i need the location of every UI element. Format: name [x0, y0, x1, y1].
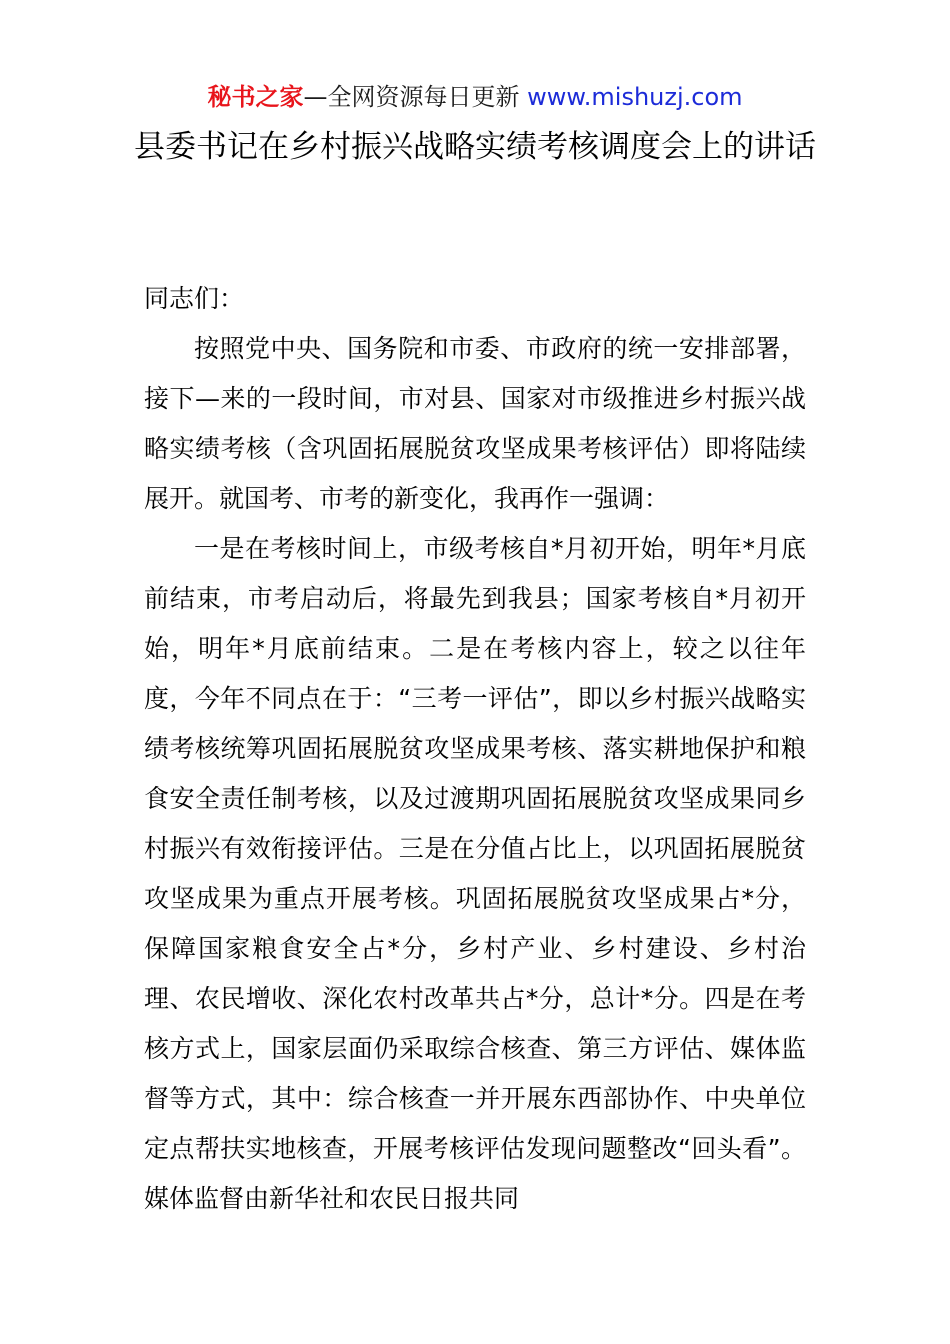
document-body	[144, 274, 806, 1224]
paragraph-intro: 按照党中央、国务院和市委、市政府的统一安排部署，接下—来的一段时间，市对县、国家对市级推进乡村振兴战略实绩考核（含巩固拓展脱贫攻坚成果考核评估）即将陆续展开。就国考、市考的新变化，我再作一强调：	[144, 334, 806, 513]
salutation: 同志们：	[144, 284, 245, 313]
header-tagline: —全网资源每日更新	[303, 83, 528, 111]
site-header	[0, 80, 950, 114]
paragraph-details: 一是在考核时间上，市级考核自*月初开始，明年*月底前结束，市考启动后，将最先到我县；国家考核自*月初开始，明年*月底前结束。二是在考核内容上，较之以往年度，今年不同点在于：“三考一评估”，即以乡村振兴战略实绩考核统筹巩固拓展脱贫攻坚成果考核、落实耕地保护和粮食安全责任制考核，以及过渡期巩固拓展脱贫攻坚成果同乡村振兴有效衔接评估。三是在分值占比上，以巩固拓展脱贫攻坚成果为重点开展考核。巩固拓展脱贫攻坚成果占*分，保障国家粮食安全占*分，乡村产业、乡村建设、乡村治理、农民增收、深化农村改革共占*分，总计*分。四是在考核方式上，国家层面仍采取综合核查、第三方评估、媒体监督等方式，其中：综合核查一并开展东西部协作、中央单位定点帮扶实地核查，开展考核评估发现问题整改“回头看”。媒体监督由新华社和农民日报共同	[144, 534, 806, 1213]
brand-name: 秘书之家	[207, 83, 304, 111]
site-url[interactable]: www.mishuzj.com	[527, 83, 743, 111]
document-title: 县委书记在乡村振兴战略实绩考核调度会上的讲话	[134, 129, 816, 165]
